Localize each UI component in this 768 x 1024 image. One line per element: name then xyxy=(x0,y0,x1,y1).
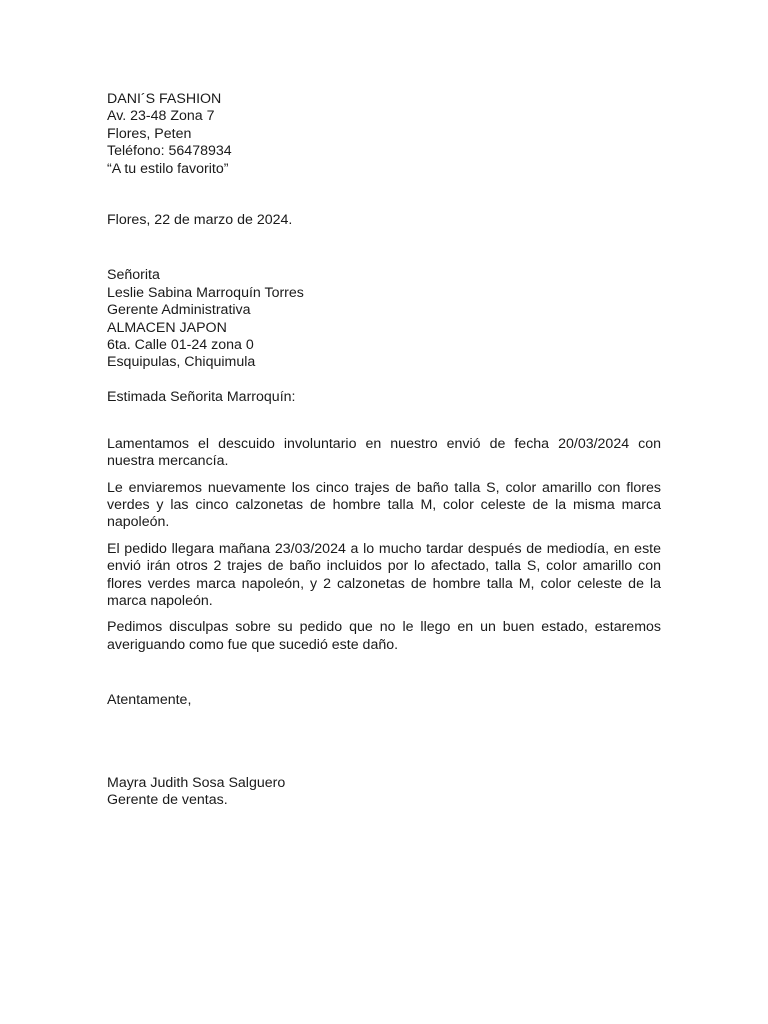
closing: Atentamente, xyxy=(107,692,192,709)
recipient-block xyxy=(107,267,661,371)
signature-name: Mayra Judith Sosa Salguero xyxy=(107,774,286,791)
sender-address: Av. 23-48 Zona 7 xyxy=(107,108,215,125)
sender-phone: Teléfono: 56478934 xyxy=(107,143,232,160)
body-paragraph: Pedimos disculpas sobre su pedido que no le llego en un buen estado, estaremos averiguando como fue que sucedió este daño. xyxy=(107,619,661,653)
letter-page xyxy=(107,91,661,809)
sender-slogan: “A tu estilo favorito” xyxy=(107,160,229,177)
recipient-name: Leslie Sabina Marroquín Torres xyxy=(107,284,304,301)
signature-block xyxy=(107,775,661,810)
sender-city: Flores, Peten xyxy=(107,125,192,142)
signature-position: Gerente de ventas. xyxy=(107,792,228,809)
recipient-title: Señorita xyxy=(107,267,160,284)
sender-block xyxy=(107,91,661,178)
recipient-company: ALMACEN JAPON xyxy=(107,319,227,336)
body-paragraph: El pedido llegara mañana 23/03/2024 a lo mucho tardar después de mediodía, en este envió irán otros 2 trajes de baño incluidos por lo afectado, talla S, color amarillo con flores verdes marca napoleón, y 2 calzonetas de hombre talla M, color celeste de la marca napoleón. xyxy=(107,540,661,610)
recipient-address: 6ta. Calle 01-24 zona 0 xyxy=(107,337,254,354)
recipient-position: Gerente Administrativa xyxy=(107,302,251,319)
body-paragraph: Lamentamos el descuido involuntario en nuestro envió de fecha 20/03/2024 con nuestra mercancía. xyxy=(107,435,661,470)
recipient-city: Esquipulas, Chiquimula xyxy=(107,354,256,371)
sender-company: DANI´S FASHION xyxy=(107,91,222,107)
letter-date: Flores, 22 de marzo de 2024. xyxy=(107,212,293,229)
letter-body xyxy=(107,436,661,654)
greeting: Estimada Señorita Marroquín: xyxy=(107,389,296,406)
body-paragraph: Le enviaremos nuevamente los cinco trajes de baño talla S, color amarillo con flores verdes y las cinco calzonetas de hombre talla M, color celeste de la misma marca napoleón. xyxy=(107,479,661,531)
